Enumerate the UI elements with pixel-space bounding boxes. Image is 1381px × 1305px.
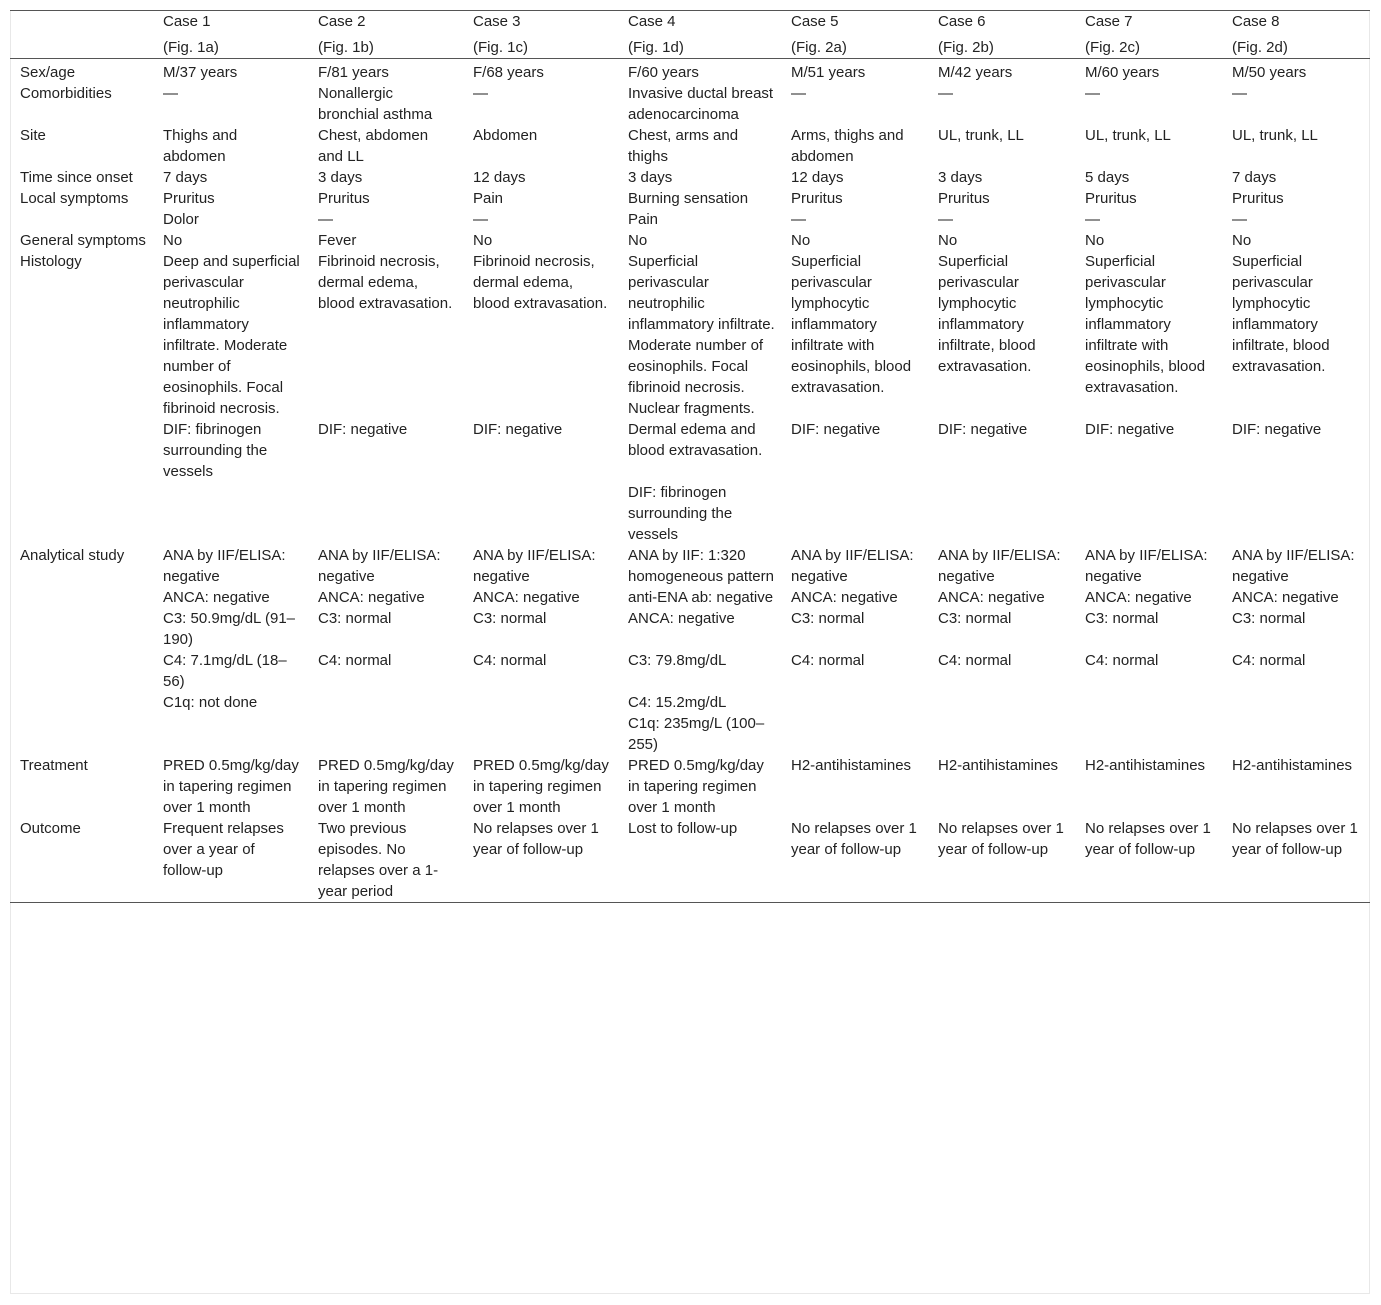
row-label: Time since onset (20, 169, 133, 186)
table-cell: Pruritus (318, 190, 370, 207)
table-row (10, 230, 1370, 251)
table-row (10, 209, 1370, 230)
table-body (10, 59, 1370, 903)
table-cell: No relapses over 1 year of follow-up (938, 820, 1064, 858)
table-cell: 12 days (791, 169, 844, 186)
table-cell: C3: normal (938, 610, 1012, 627)
table-cell: 7 days (163, 169, 208, 186)
table-cell: Superficial perivascular lymphocytic inflammatory infiltrate, blood extravasation. (938, 253, 1036, 375)
table-cell: C3: normal (473, 610, 547, 627)
table-cell: 3 days (938, 169, 983, 186)
table-cell: ANA by IIF/ELISA: negative (1232, 547, 1355, 585)
row-label: Outcome (20, 820, 81, 837)
row-label: Site (20, 127, 46, 144)
table-cell: Pain (473, 190, 504, 207)
header-case-7: Case 7 (Fig. 2c) (1085, 13, 1141, 56)
table-cell: H2-antihistamines (791, 757, 912, 774)
table-row (10, 650, 1370, 692)
table-cell: Superficial perivascular lymphocytic inflammatory infiltrate with eosinophils, blood extravasation. (791, 253, 912, 396)
table-row (10, 188, 1370, 209)
row-label (10, 692, 153, 713)
table-row (10, 713, 1370, 755)
table-cell: UL, trunk, LL (938, 127, 1024, 144)
table-cell: H2-antihistamines (1232, 757, 1353, 774)
row-label: Histology (20, 253, 82, 270)
table-cell (463, 713, 618, 755)
table-cell (781, 692, 928, 713)
table-cell: F/60 years (628, 64, 699, 81)
table-cell: Dermal edema and blood extravasation. (628, 421, 763, 459)
table-cell: Fever (318, 232, 357, 249)
table-cell: Arms, thighs and abdomen (791, 127, 904, 165)
table-cell (928, 692, 1075, 713)
table-cell (1075, 713, 1222, 755)
row-label (10, 713, 153, 755)
table-cell: Invasive ductal breast adenocarcinoma (628, 85, 774, 123)
table-cell: M/60 years (1085, 64, 1160, 81)
table-cell (781, 482, 928, 545)
table-cell: C4: normal (791, 652, 865, 669)
row-label (10, 419, 153, 482)
table-cell: C3: normal (1232, 610, 1306, 627)
table-cell: Lost to follow-up (628, 820, 738, 837)
table-cell: ANA by IIF/ELISA: negative (473, 547, 596, 585)
table-row (10, 608, 1370, 650)
table-row (10, 545, 1370, 587)
table-cell: DIF: fibrinogen surrounding the vessels (163, 421, 268, 480)
table-cell: Chest, arms and thighs (628, 127, 739, 165)
table-row (10, 692, 1370, 713)
header-case-1: Case 1 (Fig. 1a) (163, 13, 219, 56)
table-cell: — (473, 85, 488, 102)
table-row (10, 482, 1370, 545)
table-cell: ANA by IIF: 1:320 homogeneous pattern (628, 547, 774, 585)
header-case-3: Case 3 (Fig. 1c) (473, 13, 529, 56)
table-cell: ANCA: negative (1232, 589, 1339, 606)
row-label (10, 482, 153, 545)
table-cell (928, 713, 1075, 755)
table-row (10, 59, 1370, 84)
table-cell: Pruritus (1085, 190, 1137, 207)
table-cell: C4: normal (1232, 652, 1306, 669)
row-label: Treatment (20, 757, 88, 774)
table-cell: 12 days (473, 169, 526, 186)
table-cell: C4: 15.2mg/dL (628, 694, 727, 711)
table-cell: No relapses over 1 year of follow-up (791, 820, 917, 858)
header-case-6: Case 6 (Fig. 2b) (938, 13, 994, 56)
table-cell: ANCA: negative (791, 589, 898, 606)
row-label (10, 209, 153, 230)
table-cell: No (791, 232, 811, 249)
table-cell: ANA by IIF/ELISA: negative (163, 547, 286, 585)
table-cell: Two previous episodes. No relapses over a 1-year period (318, 820, 439, 900)
table-cell: C3: normal (1085, 610, 1159, 627)
table-cell: C3: 79.8mg/dL (628, 652, 727, 669)
table-cell (1222, 713, 1370, 755)
header-corner (10, 11, 153, 59)
table-cell: — (1085, 85, 1100, 102)
table-cell (153, 713, 308, 755)
table-cell: — (163, 85, 178, 102)
table-cell: anti-ENA ab: negative (628, 589, 774, 606)
table-row (10, 125, 1370, 167)
table-cell: — (791, 211, 806, 228)
table-cell: No (938, 232, 958, 249)
table-cell: ANCA: negative (628, 610, 735, 627)
table-cell: — (938, 85, 953, 102)
table-cell: Superficial perivascular lymphocytic inflammatory infiltrate, blood extravasation. (1232, 253, 1330, 375)
table-cell: ANCA: negative (1085, 589, 1192, 606)
table-cell: DIF: negative (1232, 421, 1322, 438)
table-cell: Pruritus (791, 190, 843, 207)
table-row (10, 419, 1370, 482)
row-label: General symptoms (20, 232, 146, 249)
table-cell: Chest, abdomen and LL (318, 127, 429, 165)
table-cell: No (1085, 232, 1105, 249)
table-cell: Abdomen (473, 127, 538, 144)
table-cell: Fibrinoid necrosis, dermal edema, blood extravasation. (318, 253, 453, 312)
row-label (10, 587, 153, 608)
table-cell: Burning sensation (628, 190, 749, 207)
table-cell: F/68 years (473, 64, 544, 81)
table-cell: Fibrinoid necrosis, dermal edema, blood extravasation. (473, 253, 608, 312)
table-cell: PRED 0.5mg/kg/day in tapering regimen over 1 month (628, 757, 764, 816)
table-row (10, 167, 1370, 188)
header-case-8: Case 8 (Fig. 2d) (1232, 13, 1288, 56)
table-cell: 7 days (1232, 169, 1277, 186)
table-cell (1075, 692, 1222, 713)
table-cell: ANCA: negative (318, 589, 425, 606)
table-cell: No (1232, 232, 1252, 249)
table-cell: No (628, 232, 648, 249)
table-cell (153, 482, 308, 545)
table-cell: Pruritus (163, 190, 215, 207)
table-cell: 3 days (318, 169, 363, 186)
table-cell: C1q: not done (163, 694, 258, 711)
table-cell: — (1232, 85, 1247, 102)
table-cell: C1q: 235mg/L (100–255) (628, 715, 765, 753)
table-cell: No (163, 232, 183, 249)
row-label (10, 650, 153, 692)
table-cell: 5 days (1085, 169, 1130, 186)
table-cell: UL, trunk, LL (1085, 127, 1171, 144)
table-cell: H2-antihistamines (1085, 757, 1206, 774)
table-cell: ANA by IIF/ELISA: negative (938, 547, 1061, 585)
table-cell: ANCA: negative (938, 589, 1045, 606)
row-label: Local symptoms (20, 190, 129, 207)
table-cell (308, 713, 463, 755)
table-cell (308, 482, 463, 545)
table-row (10, 251, 1370, 419)
table-cell: PRED 0.5mg/kg/day in tapering regimen over 1 month (318, 757, 454, 816)
table-cell: C4: normal (938, 652, 1012, 669)
table-cell: M/37 years (163, 64, 238, 81)
table-cell: — (1232, 211, 1247, 228)
table-cell: Pruritus (938, 190, 990, 207)
table-cell: C4: normal (473, 652, 547, 669)
table-row (10, 83, 1370, 125)
table-cell: C4: normal (318, 652, 392, 669)
table-cell: DIF: negative (1085, 421, 1175, 438)
table-cell: Dolor (163, 211, 199, 228)
header-case-5: Case 5 (Fig. 2a) (791, 13, 847, 56)
table-cell (308, 692, 463, 713)
table-row (10, 818, 1370, 903)
table-cell: — (1085, 211, 1100, 228)
table-cell: PRED 0.5mg/kg/day in tapering regimen over 1 month (163, 757, 299, 816)
table-cell: No relapses over 1 year of follow-up (1085, 820, 1211, 858)
table-cell: ANA by IIF/ELISA: negative (791, 547, 914, 585)
table-cell: ANCA: negative (473, 589, 580, 606)
table-header (10, 11, 1370, 59)
table-cell: M/51 years (791, 64, 866, 81)
table-cell: — (791, 85, 806, 102)
header-case-4: Case 4 (Fig. 1d) (628, 13, 684, 56)
table-cell (1222, 482, 1370, 545)
row-label: Comorbidities (20, 85, 112, 102)
table-cell (463, 692, 618, 713)
table-cell: H2-antihistamines (938, 757, 1059, 774)
row-label: Analytical study (20, 547, 125, 564)
header-case-2: Case 2 (Fig. 1b) (318, 13, 374, 56)
table-cell: ANCA: negative (163, 589, 270, 606)
table-cell: Superficial perivascular lymphocytic inflammatory infiltrate with eosinophils, blood extravasation. (1085, 253, 1206, 396)
table-cell: M/42 years (938, 64, 1013, 81)
table-row (10, 755, 1370, 818)
table-cell (463, 482, 618, 545)
table-cell: DIF: fibrinogen surrounding the vessels (628, 484, 733, 543)
table-cell: PRED 0.5mg/kg/day in tapering regimen over 1 month (473, 757, 609, 816)
table-cell: ANA by IIF/ELISA: negative (318, 547, 441, 585)
table-row (10, 587, 1370, 608)
table-cell: C3: normal (791, 610, 865, 627)
table-cell: Frequent relapses over a year of follow-up (163, 820, 284, 879)
table-cell: DIF: negative (938, 421, 1028, 438)
table-cell: Pruritus (1232, 190, 1284, 207)
table-cell: No relapses over 1 year of follow-up (473, 820, 599, 858)
table-cell: C3: 50.9mg/dL (91–190) (163, 610, 296, 648)
table-cell: C3: normal (318, 610, 392, 627)
table-cell (1075, 482, 1222, 545)
table-cell: C4: normal (1085, 652, 1159, 669)
table-cell: — (318, 211, 333, 228)
table-cell (928, 482, 1075, 545)
table-cell: — (938, 211, 953, 228)
table-cell: DIF: negative (791, 421, 881, 438)
table-cell: C4: 7.1mg/dL (18–56) (163, 652, 287, 690)
table-cell: Superficial perivascular neutrophilic inflammatory infiltrate. Moderate number of eosinophils. Focal fibrinoid necrosis. Nuclear fragments. (628, 253, 775, 417)
table-cell: F/81 years (318, 64, 389, 81)
table-cell: — (473, 211, 488, 228)
table-cell: Thighs and abdomen (163, 127, 238, 165)
row-label (10, 608, 153, 650)
table-cell: Nonallergic bronchial asthma (318, 85, 433, 123)
table-cell: No relapses over 1 year of follow-up (1232, 820, 1358, 858)
table-cell (1222, 692, 1370, 713)
table-cell: M/50 years (1232, 64, 1307, 81)
case-summary-table (10, 10, 1370, 903)
row-label: Sex/age (20, 64, 76, 81)
table-cell: Deep and superficial perivascular neutrophilic inflammatory infiltrate. Moderate number of eosinophils. Focal fibrinoid necrosis. (163, 253, 300, 417)
table-cell: UL, trunk, LL (1232, 127, 1318, 144)
table-cell (781, 713, 928, 755)
table-cell: ANA by IIF/ELISA: negative (1085, 547, 1208, 585)
table-cell: 3 days (628, 169, 673, 186)
table-cell: DIF: negative (473, 421, 563, 438)
table-cell: No (473, 232, 493, 249)
table-cell: Pain (628, 211, 659, 228)
table-cell: DIF: negative (318, 421, 408, 438)
